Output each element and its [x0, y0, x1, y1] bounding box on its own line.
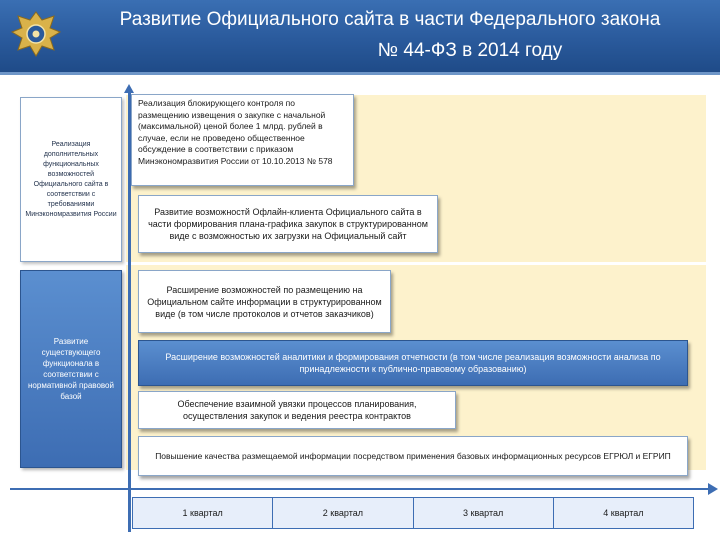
category-label-2: Развитие существующего функционала в соответствии с нормативной правовой базой — [28, 337, 114, 401]
task-analytics-reporting: Расширение возможностей аналитики и формирования отчетности (в том числе реализация возможности анализа по принадлежности к публично-правовому образованию) — [138, 340, 688, 386]
category-existing-functions — [20, 270, 122, 468]
quarter-1: 1 квартал — [133, 498, 273, 528]
eagle-emblem-icon — [6, 6, 66, 66]
task-offline-client: Развитие возможностй Офлайн-клиента Официального сайта в части формирования плана-графика закупок в структурированном виде с возможностью их загрузки на Официальный сайт — [138, 195, 438, 253]
task-process-linking: Обеспечение взаимной увязки процессов планирования, осуществления закупок и ведения реестра контрактов — [138, 391, 456, 429]
category-label-1: Реализация дополнительных функциональных возможностей Официального сайта в соответствии с требованиями Минэкономразвития России — [25, 140, 117, 218]
task-info-quality: Повышение качества размещаемой информации посредством применения базовых информационных ресурсов ЕГРЮЛ и ЕГРИП — [138, 436, 688, 476]
quarter-3: 3 квартал — [414, 498, 554, 528]
task-blocking-control: Реализация блокирующего контроля по размещению извещения о закупке с начальной (максимальной) ценой более 1 млрд. рублей в случае, если не проведено общественное обсуждение в соответствии с приказом Минэкономразвития России от 10.10.2013 № 578 — [131, 94, 354, 186]
page-title — [80, 4, 700, 66]
quarters-bar — [132, 497, 694, 529]
title-line-2: № 44-ФЗ в 2014 году — [377, 40, 563, 61]
timeline-axis — [10, 488, 716, 490]
category-additional-functions — [20, 97, 122, 262]
slide-header — [0, 0, 720, 75]
task-structured-publication: Расширение возможностей по размещению на Официальном сайте информации в структурированном виде (в том числе протоколов и отчетов заказчиков) — [138, 270, 391, 333]
quarter-2: 2 квартал — [273, 498, 413, 528]
title-line-1: Развитие Официального сайта в части Федерального закона — [119, 9, 661, 30]
axis-arrow-up-icon — [124, 84, 134, 93]
timeline-arrow-right-icon — [708, 483, 718, 495]
quarter-4: 4 квартал — [603, 508, 644, 518]
